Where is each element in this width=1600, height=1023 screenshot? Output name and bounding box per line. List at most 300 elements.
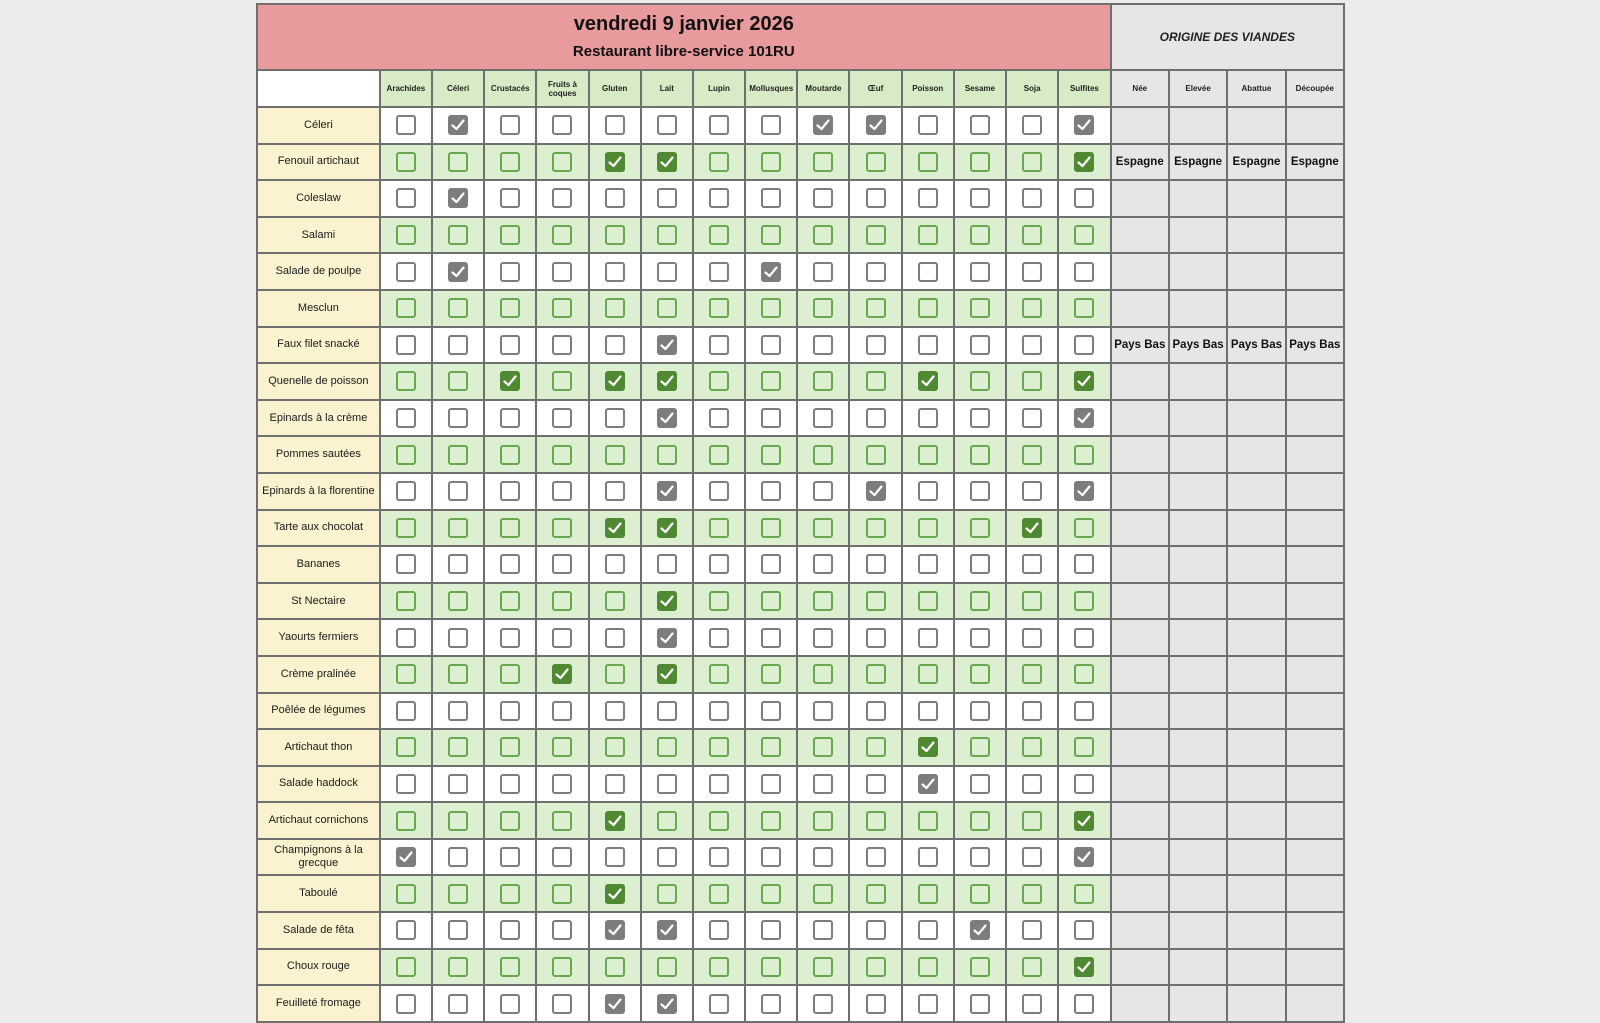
unchecked-checkbox[interactable] [1022, 957, 1042, 977]
checked-checkbox[interactable] [657, 518, 677, 538]
unchecked-checkbox[interactable] [657, 701, 677, 721]
unchecked-checkbox[interactable] [709, 774, 729, 794]
unchecked-checkbox[interactable] [1074, 701, 1094, 721]
unchecked-checkbox[interactable] [657, 225, 677, 245]
unchecked-checkbox[interactable] [657, 262, 677, 282]
unchecked-checkbox[interactable] [866, 847, 886, 867]
unchecked-checkbox[interactable] [761, 115, 781, 135]
unchecked-checkbox[interactable] [866, 957, 886, 977]
unchecked-checkbox[interactable] [918, 847, 938, 867]
checked-checkbox[interactable] [500, 371, 520, 391]
unchecked-checkbox[interactable] [1022, 225, 1042, 245]
unchecked-checkbox[interactable] [396, 481, 416, 501]
unchecked-checkbox[interactable] [866, 152, 886, 172]
unchecked-checkbox[interactable] [605, 262, 625, 282]
unchecked-checkbox[interactable] [448, 994, 468, 1014]
unchecked-checkbox[interactable] [1022, 701, 1042, 721]
unchecked-checkbox[interactable] [500, 994, 520, 1014]
checked-checkbox[interactable] [813, 115, 833, 135]
unchecked-checkbox[interactable] [657, 554, 677, 574]
unchecked-checkbox[interactable] [761, 335, 781, 355]
unchecked-checkbox[interactable] [709, 591, 729, 611]
checked-checkbox[interactable] [657, 628, 677, 648]
unchecked-checkbox[interactable] [970, 152, 990, 172]
checked-checkbox[interactable] [866, 115, 886, 135]
unchecked-checkbox[interactable] [813, 445, 833, 465]
checked-checkbox[interactable] [605, 371, 625, 391]
unchecked-checkbox[interactable] [448, 408, 468, 428]
unchecked-checkbox[interactable] [866, 664, 886, 684]
unchecked-checkbox[interactable] [605, 481, 625, 501]
unchecked-checkbox[interactable] [605, 628, 625, 648]
unchecked-checkbox[interactable] [500, 701, 520, 721]
unchecked-checkbox[interactable] [500, 920, 520, 940]
unchecked-checkbox[interactable] [500, 262, 520, 282]
unchecked-checkbox[interactable] [813, 371, 833, 391]
unchecked-checkbox[interactable] [761, 225, 781, 245]
unchecked-checkbox[interactable] [918, 518, 938, 538]
unchecked-checkbox[interactable] [448, 737, 468, 757]
unchecked-checkbox[interactable] [709, 408, 729, 428]
unchecked-checkbox[interactable] [761, 518, 781, 538]
unchecked-checkbox[interactable] [396, 554, 416, 574]
unchecked-checkbox[interactable] [396, 188, 416, 208]
unchecked-checkbox[interactable] [396, 957, 416, 977]
checked-checkbox[interactable] [657, 591, 677, 611]
checked-checkbox[interactable] [448, 188, 468, 208]
unchecked-checkbox[interactable] [709, 737, 729, 757]
unchecked-checkbox[interactable] [1074, 737, 1094, 757]
unchecked-checkbox[interactable] [709, 481, 729, 501]
unchecked-checkbox[interactable] [552, 298, 572, 318]
unchecked-checkbox[interactable] [1022, 664, 1042, 684]
unchecked-checkbox[interactable] [396, 920, 416, 940]
unchecked-checkbox[interactable] [1074, 920, 1094, 940]
unchecked-checkbox[interactable] [605, 664, 625, 684]
checked-checkbox[interactable] [1074, 957, 1094, 977]
unchecked-checkbox[interactable] [918, 225, 938, 245]
unchecked-checkbox[interactable] [709, 701, 729, 721]
unchecked-checkbox[interactable] [500, 957, 520, 977]
unchecked-checkbox[interactable] [500, 188, 520, 208]
checked-checkbox[interactable] [448, 262, 468, 282]
unchecked-checkbox[interactable] [448, 957, 468, 977]
unchecked-checkbox[interactable] [396, 994, 416, 1014]
unchecked-checkbox[interactable] [918, 884, 938, 904]
checked-checkbox[interactable] [396, 847, 416, 867]
checked-checkbox[interactable] [918, 371, 938, 391]
unchecked-checkbox[interactable] [813, 847, 833, 867]
unchecked-checkbox[interactable] [970, 591, 990, 611]
unchecked-checkbox[interactable] [970, 518, 990, 538]
unchecked-checkbox[interactable] [396, 225, 416, 245]
unchecked-checkbox[interactable] [970, 737, 990, 757]
unchecked-checkbox[interactable] [761, 591, 781, 611]
unchecked-checkbox[interactable] [970, 408, 990, 428]
checked-checkbox[interactable] [605, 884, 625, 904]
unchecked-checkbox[interactable] [448, 664, 468, 684]
unchecked-checkbox[interactable] [813, 701, 833, 721]
unchecked-checkbox[interactable] [448, 811, 468, 831]
unchecked-checkbox[interactable] [813, 554, 833, 574]
unchecked-checkbox[interactable] [866, 811, 886, 831]
unchecked-checkbox[interactable] [866, 225, 886, 245]
unchecked-checkbox[interactable] [709, 664, 729, 684]
unchecked-checkbox[interactable] [866, 335, 886, 355]
unchecked-checkbox[interactable] [970, 664, 990, 684]
checked-checkbox[interactable] [1074, 115, 1094, 135]
unchecked-checkbox[interactable] [761, 481, 781, 501]
unchecked-checkbox[interactable] [396, 371, 416, 391]
unchecked-checkbox[interactable] [448, 298, 468, 318]
unchecked-checkbox[interactable] [709, 188, 729, 208]
unchecked-checkbox[interactable] [709, 445, 729, 465]
checked-checkbox[interactable] [657, 481, 677, 501]
unchecked-checkbox[interactable] [761, 445, 781, 465]
unchecked-checkbox[interactable] [761, 957, 781, 977]
unchecked-checkbox[interactable] [500, 481, 520, 501]
unchecked-checkbox[interactable] [813, 920, 833, 940]
unchecked-checkbox[interactable] [970, 335, 990, 355]
unchecked-checkbox[interactable] [1022, 115, 1042, 135]
unchecked-checkbox[interactable] [866, 408, 886, 428]
unchecked-checkbox[interactable] [970, 554, 990, 574]
unchecked-checkbox[interactable] [1074, 335, 1094, 355]
unchecked-checkbox[interactable] [970, 262, 990, 282]
unchecked-checkbox[interactable] [500, 335, 520, 355]
checked-checkbox[interactable] [1074, 408, 1094, 428]
checked-checkbox[interactable] [657, 408, 677, 428]
unchecked-checkbox[interactable] [709, 957, 729, 977]
unchecked-checkbox[interactable] [970, 774, 990, 794]
unchecked-checkbox[interactable] [866, 920, 886, 940]
unchecked-checkbox[interactable] [500, 408, 520, 428]
unchecked-checkbox[interactable] [709, 847, 729, 867]
unchecked-checkbox[interactable] [448, 335, 468, 355]
unchecked-checkbox[interactable] [1022, 920, 1042, 940]
unchecked-checkbox[interactable] [866, 701, 886, 721]
unchecked-checkbox[interactable] [1074, 262, 1094, 282]
unchecked-checkbox[interactable] [500, 298, 520, 318]
unchecked-checkbox[interactable] [918, 554, 938, 574]
unchecked-checkbox[interactable] [709, 298, 729, 318]
unchecked-checkbox[interactable] [500, 518, 520, 538]
unchecked-checkbox[interactable] [1022, 591, 1042, 611]
unchecked-checkbox[interactable] [448, 847, 468, 867]
unchecked-checkbox[interactable] [970, 445, 990, 465]
unchecked-checkbox[interactable] [605, 408, 625, 428]
unchecked-checkbox[interactable] [918, 481, 938, 501]
checked-checkbox[interactable] [448, 115, 468, 135]
unchecked-checkbox[interactable] [1022, 554, 1042, 574]
unchecked-checkbox[interactable] [1074, 664, 1094, 684]
unchecked-checkbox[interactable] [813, 628, 833, 648]
unchecked-checkbox[interactable] [1022, 481, 1042, 501]
unchecked-checkbox[interactable] [970, 847, 990, 867]
unchecked-checkbox[interactable] [1022, 811, 1042, 831]
unchecked-checkbox[interactable] [918, 591, 938, 611]
unchecked-checkbox[interactable] [761, 408, 781, 428]
unchecked-checkbox[interactable] [500, 847, 520, 867]
unchecked-checkbox[interactable] [448, 371, 468, 391]
unchecked-checkbox[interactable] [866, 262, 886, 282]
unchecked-checkbox[interactable] [1074, 554, 1094, 574]
unchecked-checkbox[interactable] [552, 188, 572, 208]
unchecked-checkbox[interactable] [970, 115, 990, 135]
unchecked-checkbox[interactable] [1074, 445, 1094, 465]
unchecked-checkbox[interactable] [552, 957, 572, 977]
unchecked-checkbox[interactable] [813, 774, 833, 794]
unchecked-checkbox[interactable] [1022, 152, 1042, 172]
unchecked-checkbox[interactable] [813, 225, 833, 245]
unchecked-checkbox[interactable] [657, 445, 677, 465]
checked-checkbox[interactable] [657, 664, 677, 684]
unchecked-checkbox[interactable] [813, 591, 833, 611]
unchecked-checkbox[interactable] [813, 408, 833, 428]
unchecked-checkbox[interactable] [552, 335, 572, 355]
unchecked-checkbox[interactable] [552, 481, 572, 501]
unchecked-checkbox[interactable] [761, 811, 781, 831]
unchecked-checkbox[interactable] [605, 298, 625, 318]
unchecked-checkbox[interactable] [813, 737, 833, 757]
unchecked-checkbox[interactable] [448, 518, 468, 538]
unchecked-checkbox[interactable] [552, 591, 572, 611]
unchecked-checkbox[interactable] [1074, 298, 1094, 318]
unchecked-checkbox[interactable] [552, 847, 572, 867]
unchecked-checkbox[interactable] [761, 554, 781, 574]
checked-checkbox[interactable] [918, 774, 938, 794]
checked-checkbox[interactable] [657, 371, 677, 391]
unchecked-checkbox[interactable] [552, 884, 572, 904]
unchecked-checkbox[interactable] [448, 591, 468, 611]
unchecked-checkbox[interactable] [552, 811, 572, 831]
unchecked-checkbox[interactable] [396, 774, 416, 794]
unchecked-checkbox[interactable] [396, 115, 416, 135]
unchecked-checkbox[interactable] [761, 847, 781, 867]
unchecked-checkbox[interactable] [396, 262, 416, 282]
unchecked-checkbox[interactable] [813, 994, 833, 1014]
unchecked-checkbox[interactable] [866, 554, 886, 574]
unchecked-checkbox[interactable] [970, 628, 990, 648]
unchecked-checkbox[interactable] [396, 628, 416, 648]
unchecked-checkbox[interactable] [552, 262, 572, 282]
unchecked-checkbox[interactable] [500, 811, 520, 831]
unchecked-checkbox[interactable] [709, 994, 729, 1014]
unchecked-checkbox[interactable] [761, 664, 781, 684]
unchecked-checkbox[interactable] [396, 664, 416, 684]
unchecked-checkbox[interactable] [1074, 774, 1094, 794]
unchecked-checkbox[interactable] [605, 188, 625, 208]
unchecked-checkbox[interactable] [813, 152, 833, 172]
unchecked-checkbox[interactable] [761, 628, 781, 648]
unchecked-checkbox[interactable] [552, 152, 572, 172]
unchecked-checkbox[interactable] [1022, 994, 1042, 1014]
unchecked-checkbox[interactable] [657, 957, 677, 977]
unchecked-checkbox[interactable] [657, 188, 677, 208]
unchecked-checkbox[interactable] [918, 408, 938, 428]
unchecked-checkbox[interactable] [813, 298, 833, 318]
unchecked-checkbox[interactable] [1022, 884, 1042, 904]
unchecked-checkbox[interactable] [448, 554, 468, 574]
unchecked-checkbox[interactable] [761, 188, 781, 208]
unchecked-checkbox[interactable] [552, 554, 572, 574]
unchecked-checkbox[interactable] [448, 225, 468, 245]
unchecked-checkbox[interactable] [500, 628, 520, 648]
checked-checkbox[interactable] [552, 664, 572, 684]
unchecked-checkbox[interactable] [761, 884, 781, 904]
checked-checkbox[interactable] [657, 335, 677, 355]
unchecked-checkbox[interactable] [1022, 847, 1042, 867]
unchecked-checkbox[interactable] [448, 152, 468, 172]
unchecked-checkbox[interactable] [396, 811, 416, 831]
unchecked-checkbox[interactable] [657, 847, 677, 867]
unchecked-checkbox[interactable] [605, 225, 625, 245]
unchecked-checkbox[interactable] [552, 225, 572, 245]
unchecked-checkbox[interactable] [657, 115, 677, 135]
unchecked-checkbox[interactable] [866, 774, 886, 794]
unchecked-checkbox[interactable] [709, 152, 729, 172]
unchecked-checkbox[interactable] [866, 591, 886, 611]
unchecked-checkbox[interactable] [552, 774, 572, 794]
unchecked-checkbox[interactable] [970, 701, 990, 721]
unchecked-checkbox[interactable] [709, 371, 729, 391]
unchecked-checkbox[interactable] [709, 554, 729, 574]
unchecked-checkbox[interactable] [709, 811, 729, 831]
unchecked-checkbox[interactable] [813, 335, 833, 355]
unchecked-checkbox[interactable] [396, 591, 416, 611]
unchecked-checkbox[interactable] [1022, 335, 1042, 355]
unchecked-checkbox[interactable] [396, 445, 416, 465]
unchecked-checkbox[interactable] [448, 445, 468, 465]
unchecked-checkbox[interactable] [813, 884, 833, 904]
unchecked-checkbox[interactable] [918, 920, 938, 940]
unchecked-checkbox[interactable] [866, 298, 886, 318]
unchecked-checkbox[interactable] [500, 152, 520, 172]
unchecked-checkbox[interactable] [605, 957, 625, 977]
unchecked-checkbox[interactable] [970, 884, 990, 904]
unchecked-checkbox[interactable] [396, 701, 416, 721]
unchecked-checkbox[interactable] [866, 188, 886, 208]
unchecked-checkbox[interactable] [396, 335, 416, 355]
unchecked-checkbox[interactable] [500, 115, 520, 135]
unchecked-checkbox[interactable] [448, 920, 468, 940]
unchecked-checkbox[interactable] [918, 811, 938, 831]
unchecked-checkbox[interactable] [552, 115, 572, 135]
unchecked-checkbox[interactable] [813, 518, 833, 538]
unchecked-checkbox[interactable] [552, 371, 572, 391]
unchecked-checkbox[interactable] [761, 920, 781, 940]
unchecked-checkbox[interactable] [552, 737, 572, 757]
unchecked-checkbox[interactable] [761, 774, 781, 794]
unchecked-checkbox[interactable] [500, 664, 520, 684]
unchecked-checkbox[interactable] [761, 152, 781, 172]
unchecked-checkbox[interactable] [1074, 518, 1094, 538]
unchecked-checkbox[interactable] [552, 628, 572, 648]
unchecked-checkbox[interactable] [813, 188, 833, 208]
unchecked-checkbox[interactable] [866, 884, 886, 904]
unchecked-checkbox[interactable] [709, 262, 729, 282]
unchecked-checkbox[interactable] [866, 737, 886, 757]
unchecked-checkbox[interactable] [500, 737, 520, 757]
checked-checkbox[interactable] [605, 152, 625, 172]
unchecked-checkbox[interactable] [605, 115, 625, 135]
unchecked-checkbox[interactable] [709, 628, 729, 648]
unchecked-checkbox[interactable] [500, 884, 520, 904]
unchecked-checkbox[interactable] [1074, 188, 1094, 208]
unchecked-checkbox[interactable] [500, 554, 520, 574]
unchecked-checkbox[interactable] [552, 445, 572, 465]
unchecked-checkbox[interactable] [605, 737, 625, 757]
unchecked-checkbox[interactable] [552, 408, 572, 428]
unchecked-checkbox[interactable] [657, 298, 677, 318]
unchecked-checkbox[interactable] [918, 188, 938, 208]
unchecked-checkbox[interactable] [1022, 774, 1042, 794]
unchecked-checkbox[interactable] [970, 481, 990, 501]
unchecked-checkbox[interactable] [709, 225, 729, 245]
checked-checkbox[interactable] [1074, 152, 1094, 172]
unchecked-checkbox[interactable] [552, 518, 572, 538]
unchecked-checkbox[interactable] [709, 920, 729, 940]
checked-checkbox[interactable] [605, 518, 625, 538]
unchecked-checkbox[interactable] [1022, 188, 1042, 208]
unchecked-checkbox[interactable] [657, 737, 677, 757]
unchecked-checkbox[interactable] [1022, 628, 1042, 648]
checked-checkbox[interactable] [1074, 371, 1094, 391]
unchecked-checkbox[interactable] [552, 701, 572, 721]
unchecked-checkbox[interactable] [918, 664, 938, 684]
unchecked-checkbox[interactable] [448, 628, 468, 648]
unchecked-checkbox[interactable] [552, 994, 572, 1014]
unchecked-checkbox[interactable] [1022, 408, 1042, 428]
unchecked-checkbox[interactable] [500, 225, 520, 245]
unchecked-checkbox[interactable] [761, 298, 781, 318]
checked-checkbox[interactable] [761, 262, 781, 282]
unchecked-checkbox[interactable] [1074, 628, 1094, 648]
unchecked-checkbox[interactable] [918, 701, 938, 721]
checked-checkbox[interactable] [1022, 518, 1042, 538]
unchecked-checkbox[interactable] [657, 774, 677, 794]
unchecked-checkbox[interactable] [918, 298, 938, 318]
unchecked-checkbox[interactable] [918, 445, 938, 465]
unchecked-checkbox[interactable] [709, 518, 729, 538]
unchecked-checkbox[interactable] [813, 262, 833, 282]
unchecked-checkbox[interactable] [396, 518, 416, 538]
unchecked-checkbox[interactable] [605, 445, 625, 465]
unchecked-checkbox[interactable] [396, 737, 416, 757]
unchecked-checkbox[interactable] [1074, 994, 1094, 1014]
unchecked-checkbox[interactable] [813, 664, 833, 684]
unchecked-checkbox[interactable] [918, 262, 938, 282]
checked-checkbox[interactable] [605, 920, 625, 940]
unchecked-checkbox[interactable] [918, 994, 938, 1014]
unchecked-checkbox[interactable] [605, 774, 625, 794]
unchecked-checkbox[interactable] [813, 811, 833, 831]
unchecked-checkbox[interactable] [657, 811, 677, 831]
unchecked-checkbox[interactable] [396, 152, 416, 172]
unchecked-checkbox[interactable] [970, 371, 990, 391]
unchecked-checkbox[interactable] [1022, 262, 1042, 282]
unchecked-checkbox[interactable] [448, 481, 468, 501]
unchecked-checkbox[interactable] [918, 957, 938, 977]
unchecked-checkbox[interactable] [448, 884, 468, 904]
unchecked-checkbox[interactable] [918, 152, 938, 172]
checked-checkbox[interactable] [970, 920, 990, 940]
unchecked-checkbox[interactable] [396, 884, 416, 904]
unchecked-checkbox[interactable] [657, 884, 677, 904]
unchecked-checkbox[interactable] [396, 298, 416, 318]
unchecked-checkbox[interactable] [970, 298, 990, 318]
unchecked-checkbox[interactable] [605, 847, 625, 867]
